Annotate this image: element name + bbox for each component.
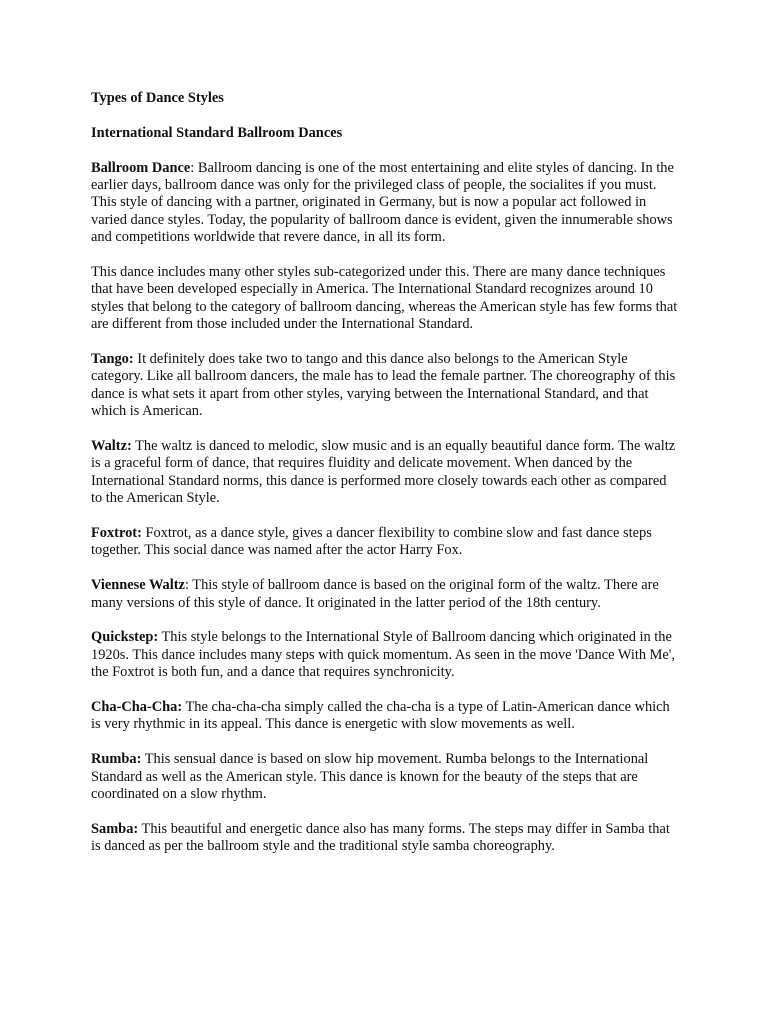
paragraph-text: Foxtrot, as a dance style, gives a dancer flexibility to combine slow and fast dance steps together. This social dance was named after the actor Harry Fox. <box>91 525 652 559</box>
paragraph-foxtrot <box>91 525 681 560</box>
term-waltz: Waltz: <box>91 438 132 455</box>
paragraph-text: The cha-cha-cha simply called the cha-cha is a type of Latin-American dance which is very rhythmic in its appeal. This dance is energetic with slow movements as well. <box>91 699 670 733</box>
paragraph-tango <box>91 351 681 421</box>
paragraph-text: This dance includes many other styles sub-categorized under this. There are many dance techniques that have been developed especially in America. The International Standard recognizes around 10 styles that belong to the category of ballroom dancing, whereas the American style has few forms that are different from those included under the International Standard. <box>91 264 678 333</box>
paragraph-text: Ballroom dancing is one of the most entertaining and elite styles of dancing. In the earlier days, ballroom dance was only for the privileged class of people, the socialites if you must. This style of dancing with a partner, originated in Germany, but is now a popular act followed in varied dance styles. Today, the popularity of ballroom dance is evident, given the innumerable shows and competitions worldwide that revere dance, in all its form. <box>91 159 674 246</box>
paragraph-ballroom-styles <box>91 264 681 334</box>
document-title: Types of Dance Styles <box>91 90 224 106</box>
term-rumba: Rumba: <box>91 751 142 768</box>
paragraph-samba <box>91 821 681 856</box>
paragraph-text: It definitely does take two to tango and this dance also belongs to the American Style category. Like all ballroom dancers, the male has to lead the female partner. The choreography of this dance is what sets it apart from other styles, varying between the International Standard, and that which is American. <box>91 351 676 420</box>
paragraph-waltz <box>91 438 681 508</box>
paragraph-ballroom-dance <box>91 160 681 247</box>
term-tango-label: Tango: <box>91 351 134 368</box>
paragraph-text: This beautiful and energetic dance also has many forms. The steps may differ in Samba that is danced as per the ballroom style and the traditional style samba choreography. <box>91 820 670 855</box>
section-heading: International Standard Ballroom Dances <box>91 124 343 141</box>
term-samba: Samba: <box>91 820 139 837</box>
term-foxtrot: Foxtrot: <box>91 525 142 542</box>
paragraph-text: This style of ballroom dance is based on the original form of the waltz. There are many versions of this style of dance. It originated in the latter period of the 18th century. <box>91 577 659 611</box>
paragraph-text: This sensual dance is based on slow hip movement. Rumba belongs to the International Standard as well as the American style. This dance is known for the beauty of the steps that are coordinated on a slow rhythm. <box>91 751 649 803</box>
term-ballroom-dance: Ballroom Dance <box>91 159 191 176</box>
paragraph-text: This style belongs to the International Style of Ballroom dancing which originated in the 1920s. This dance includes many steps with quick momentum. As seen in the move 'Dance With Me', the Foxtrot is both fun, and a dance that requires synchronicity. <box>91 629 675 681</box>
term-separator: : <box>190 159 198 176</box>
term-viennese-waltz: Viennese Waltz <box>91 577 185 594</box>
paragraph-quickstep <box>91 629 681 681</box>
term-quickstep: Quickstep: <box>91 629 159 646</box>
term-cha-cha-cha: Cha-Cha-Cha: <box>91 699 183 716</box>
document-body <box>91 90 681 873</box>
paragraph-viennese-waltz <box>91 577 681 612</box>
paragraph-cha-cha-cha <box>91 699 681 734</box>
term-separator: : <box>184 577 193 594</box>
paragraph-rumba <box>91 751 681 803</box>
paragraph-text: The waltz is danced to melodic, slow music and is an equally beautiful dance form. The waltz is a graceful form of dance, that requires fluidity and delicate movement. When danced by the International Standard norms, this dance is performed more closely towards each other as compared to the American Style. <box>91 438 676 507</box>
